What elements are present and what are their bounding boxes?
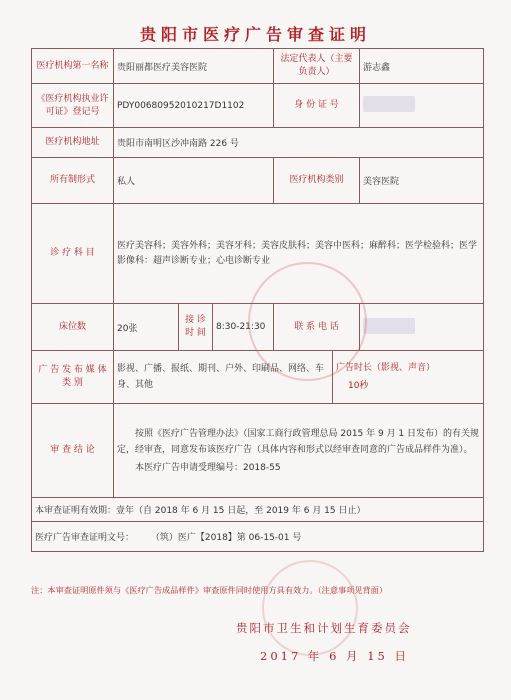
media-label: 广 告 发 布 媒 体 类 别: [32, 351, 114, 404]
org-name-label: 医疗机构第一名称: [32, 49, 114, 84]
media-value: 影视、广播、报纸、期刊、户外、印刷品、网络、车身、其他: [114, 351, 333, 404]
category-label: 医疗机构类别: [274, 158, 360, 204]
duration-label: 广告时长（影视、声音）: [336, 363, 436, 373]
footnote: 注：本审查证明原件须与《医疗广告成品样件》审查原件同时使用方具有效力。（注意事项见背面）: [31, 585, 388, 595]
redacted-id-number: [363, 96, 415, 112]
conclusion-label: 审 查 结 论: [32, 404, 114, 498]
ownership-value: 私人: [114, 158, 274, 204]
phone-label: 联 系 电 话: [274, 304, 360, 351]
hours-label: 接 诊 时 间: [179, 304, 213, 351]
conclusion-text: 按照《医疗广告管理办法》（国家工商行政管理总局 2015 年 9 月 1 日发布）的有关规定，经审查，同意发布该医疗广告（具体内容和形式以经审查同意的广告成品样件为准）。: [117, 428, 480, 455]
document-title: 贵阳市医疗广告审查证明: [139, 25, 371, 44]
id-number-label: 身 份 证 号: [274, 84, 360, 128]
official-seal-stamp: [248, 262, 367, 381]
issuing-authority: 贵阳市卫生和计划生育委员会: [236, 621, 412, 635]
beds-label: 床位数: [32, 304, 114, 351]
hours-value: 8:30-21:30: [213, 304, 274, 351]
license-value: PDY00680952010217D1102: [114, 84, 274, 128]
legal-rep-label: 法定代表人（主要负责人）: [274, 49, 360, 84]
legal-rep-value: 游志鑫: [360, 49, 484, 84]
issue-date: 2017 年 6 月 15 日: [260, 649, 409, 663]
departments-label: 诊 疗 科 目: [32, 204, 114, 304]
category-value: 美容医院: [360, 158, 484, 204]
authority-seal-stamp: [262, 560, 358, 656]
document-number-row: [32, 522, 484, 552]
application-number: 本医疗广告申请受理编号：2018-55: [135, 462, 281, 473]
document-number-value: （筑）医广【2018】第 06-15-01 号: [150, 533, 302, 543]
ownership-label: 所有制形式: [32, 158, 114, 204]
org-name-value: 贵阳丽都医疗美容医院: [114, 49, 274, 84]
validity-row: 本审查证明有效期：壹年（自 2018 年 6 月 15 日起，至 2019 年 6 月 15 日止）: [32, 498, 484, 522]
document-number-label: 医疗广告审查证明文号：: [35, 533, 135, 543]
address-label: 医疗机构地址: [32, 128, 114, 158]
address-value: 贵阳市南明区沙冲南路 226 号: [114, 128, 484, 158]
duration-value: 10秒: [348, 381, 369, 391]
departments-value: 医疗美容科；美容外科；美容牙科；美容皮肤科；美容中医科；麻醉科；医学检验科；医学影像科：超声诊断专业；心电诊断专业: [114, 204, 484, 304]
redacted-phone: [363, 318, 415, 334]
beds-value: 20张: [114, 304, 179, 351]
license-label: 《医疗机构执业许可证》登记号: [32, 84, 114, 128]
conclusion-box: [114, 404, 484, 498]
